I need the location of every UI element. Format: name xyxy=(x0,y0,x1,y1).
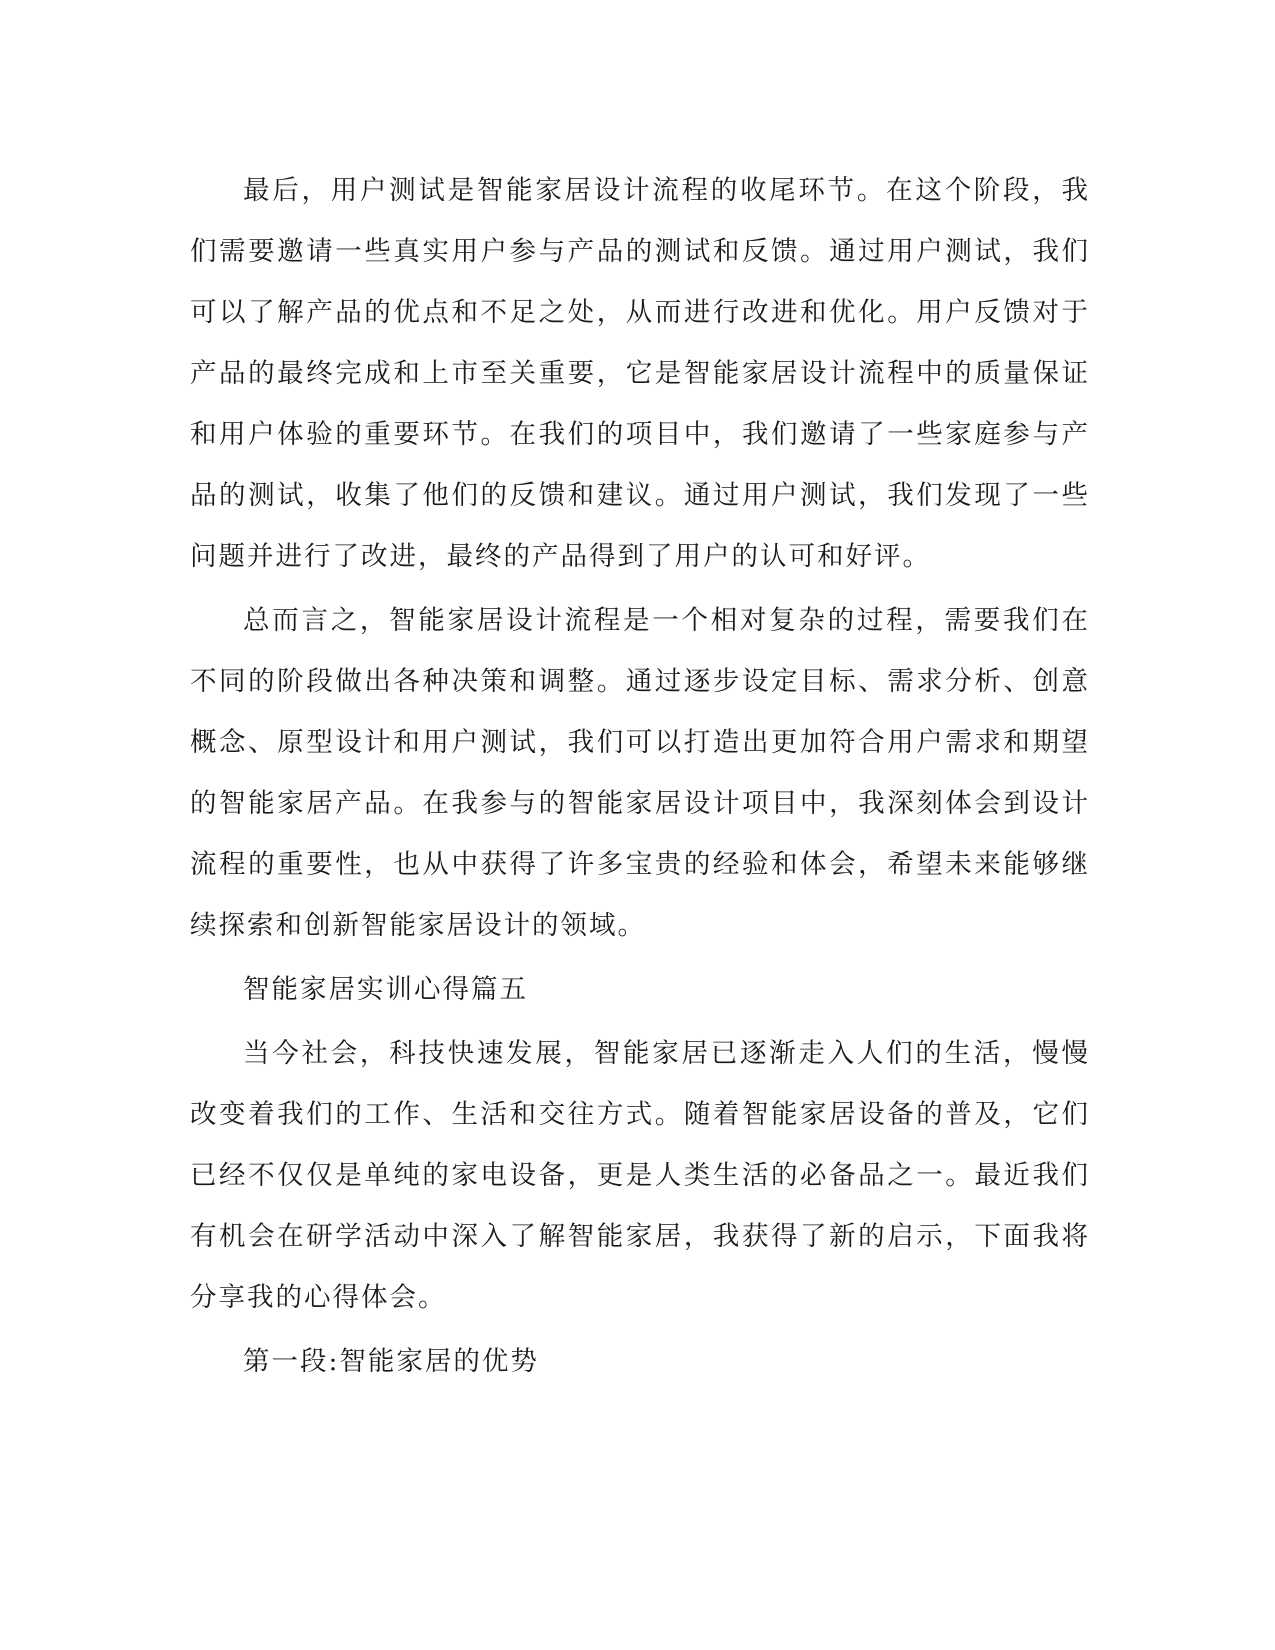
section-heading-advantages: 第一段:智能家居的优势 xyxy=(243,1346,539,1377)
section-heading-part-five: 智能家居实训心得篇五 xyxy=(243,974,528,1005)
paragraph-summary: 总而言之，智能家居设计流程是一个相对复杂的过程，需要我们在不同的阶段做出各种决策和调整。通过逐步设定目标、需求分析、创意概念、原型设计和用户测试，我们可以打造出更加符合用户需求和期望的智能家居产品。在我参与的智能家居设计项目中，我深刻体会到设计流程的重要性，也从中获得了许多宝贵的经验和体会，希望未来能够继续探索和创新智能家居设计的领域。 xyxy=(190,605,1090,941)
paragraph-introduction: 当今社会，科技快速发展，智能家居已逐渐走入人们的生活，慢慢改变着我们的工作、生活和交往方式。随着智能家居设备的普及，它们已经不仅仅是单纯的家电设备，更是人类生活的必备品之一。最近我们有机会在研学活动中深入了解智能家居，我获得了新的启示，下面我将分享我的心得体会。 xyxy=(190,1038,1090,1313)
paragraph-user-testing: 最后，用户测试是智能家居设计流程的收尾环节。在这个阶段，我们需要邀请一些真实用户参与产品的测试和反馈。通过用户测试，我们可以了解产品的优点和不足之处，从而进行改进和优化。用户反馈对于产品的最终完成和上市至关重要，它是智能家居设计流程中的质量保证和用户体验的重要环节。在我们的项目中，我们邀请了一些家庭参与产品的测试，收集了他们的反馈和建议。通过用户测试，我们发现了一些问题并进行了改进，最终的产品得到了用户的认可和好评。 xyxy=(190,175,1090,572)
document-page xyxy=(190,160,1090,1395)
